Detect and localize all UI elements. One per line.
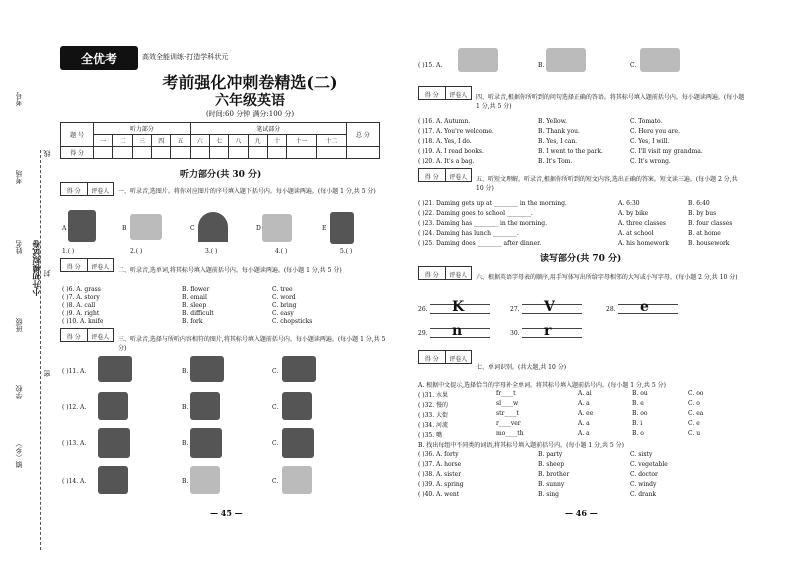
letter-30: r: [544, 323, 552, 339]
s7a-row: ( )35. 嘴: [418, 432, 443, 439]
s7b-opt: C. windy: [630, 481, 657, 488]
s7a-word: str____t: [496, 410, 519, 417]
pic-13c: [282, 428, 314, 458]
s7a-opt: C. ea: [688, 410, 704, 417]
pic-15a: [458, 48, 498, 72]
s7b-row: ( )39. A. spring: [418, 481, 464, 488]
q27-num: 27.: [510, 306, 520, 313]
th-total: 总 分: [346, 123, 379, 147]
label-C: C: [190, 225, 195, 232]
pic-15b: [546, 48, 586, 72]
spine-zhen: 镇（乡）: [15, 440, 23, 468]
s5-row: ( )24. Daming has lunch ________.: [418, 230, 519, 237]
s5-row: ( )21. Daming gets up at ________ in the morning.: [418, 200, 567, 207]
page-subtitle: 六年级英语: [215, 93, 285, 109]
pic-1e: [330, 212, 354, 244]
s7a-opt: A. a: [578, 400, 590, 407]
defen: 得 分: [61, 259, 88, 271]
s2-opt: C. easy: [272, 310, 294, 317]
s2-opt: B. email: [182, 294, 207, 301]
pingjuan: 评卷人: [91, 188, 110, 195]
pic-1d: [262, 214, 292, 242]
pic-14b: [190, 466, 220, 494]
pic-14a: [98, 466, 128, 494]
score-box-5: [418, 168, 472, 182]
letter-box-30[interactable]: [522, 323, 582, 339]
s4-opt: B. Yellow.: [538, 118, 567, 125]
s5-row: ( )22. Daming goes to school ________.: [418, 210, 533, 217]
q12: ( )12. A.: [62, 404, 87, 411]
section-3-instruction: 三、听录音,选择与所听内容相符的图片,将其标号填入题前括号内。每小题读两遍。(每小题 1 分,共 5 分): [118, 336, 386, 352]
b-label: B.: [182, 404, 189, 411]
c-label: C.: [272, 440, 279, 447]
s4-opt: C. It's wrong.: [630, 158, 671, 165]
s5-opt: A. his homework: [618, 240, 669, 247]
spine-vertical-title: 小升初模拟试卷: [31, 240, 41, 296]
s7a-opt: B. e: [632, 400, 644, 407]
pic-14c: [282, 466, 312, 494]
s5-opt: B. at home: [688, 230, 721, 237]
score-box-7: [418, 350, 472, 364]
pingjuan: 评卷人: [449, 174, 468, 181]
pic-11b: [190, 356, 224, 382]
s7a-row: ( )34. 河流: [418, 422, 449, 429]
s7b-row: ( )37. A. horse: [418, 461, 462, 468]
page-number-right: — 46 —: [565, 508, 598, 518]
s7b-row: ( )40. A. went: [418, 491, 460, 498]
s7b-opt: C. sixty: [630, 451, 653, 458]
s7a-opt: B. i: [632, 420, 643, 427]
s5-opt: B. housework: [688, 240, 730, 247]
s2-row: ( )6. A. grass: [62, 286, 101, 293]
num: 三: [132, 135, 151, 147]
pic-12c: [282, 392, 312, 420]
letter-box-29[interactable]: [430, 323, 490, 339]
pingjuan: 评卷人: [449, 272, 468, 279]
score-box-1: [60, 182, 114, 196]
c-label: C.: [272, 404, 279, 411]
s4-row: ( )19. A. I read books.: [418, 148, 484, 155]
s7b-opt: C. drank: [630, 491, 656, 498]
label-D: D: [256, 225, 261, 232]
label-E: E: [322, 225, 327, 232]
s2-row: ( )10. A. knife: [62, 318, 104, 325]
s5-opt: A. at school: [618, 230, 654, 237]
s7a-word: mo____th: [496, 430, 524, 437]
score-row-label: 得 分: [61, 147, 94, 159]
s7a-opt: C. u: [688, 430, 701, 437]
reading-title: 读写部分(共 70 分): [540, 254, 622, 264]
defen: 得 分: [419, 267, 446, 279]
num: 二: [113, 135, 132, 147]
score-box-2: [60, 258, 114, 272]
section-6-instruction: 六、根据英语字母表的顺序,用手写体写出所给字母相邻的大写或小写字母。(每小题 2 分,共 10 分): [476, 274, 738, 281]
num: 十一: [287, 135, 317, 147]
section-5-instruction: 五、听短文理解。听录音,根据你所听到的短文内容,选出正确的答案。短文读三遍。(每小题 2 分,共 10 分): [476, 176, 738, 192]
s7b-opt: B. party: [538, 451, 563, 458]
q14: ( )14. A.: [62, 478, 87, 485]
b-label: B.: [538, 62, 545, 69]
pic-13a: [98, 428, 130, 458]
c-label: C.: [272, 478, 279, 485]
spine-kaochang: 考场: [15, 170, 23, 184]
s5-opt: A. by bike: [618, 210, 649, 217]
spine-banji: 班级: [15, 318, 23, 332]
s5-opt: A. three classes: [618, 220, 666, 227]
s2-opt: B. fork: [182, 318, 203, 325]
spine-xuexiao: 学校: [15, 385, 23, 399]
s7a-opt: C. oo: [688, 390, 704, 397]
s5-opt: B. four classes: [688, 220, 733, 227]
s7b-opt: C. vegetable: [630, 461, 668, 468]
b-label: B.: [182, 440, 189, 447]
s2-row: ( )8. A. call: [62, 302, 96, 309]
letter-29: n: [452, 323, 463, 339]
s4-opt: C. I'll visit my grandma.: [630, 148, 703, 155]
q3: 3.( ): [205, 248, 218, 255]
q30-num: 30.: [510, 330, 520, 337]
q4: 4.( ): [275, 248, 288, 255]
spine-xingming: 姓名: [15, 240, 23, 254]
s5-opt: B. 6:40: [688, 200, 710, 207]
letter-box-28[interactable]: [618, 299, 678, 315]
pic-11a: [98, 356, 132, 382]
section-1-instruction: 一、听录音,选图片。将你对应图片的序号填入题下括号内。每小题读两遍。(每小题 1 分,共 5 分): [118, 188, 376, 195]
th-listening: 听力部分: [94, 123, 190, 135]
s2-row: ( )7. A. story: [62, 294, 100, 301]
num: 四: [152, 135, 171, 147]
s4-row: ( )17. A. You're welcome.: [418, 128, 494, 135]
s7a-word: sl____w: [496, 400, 519, 407]
defen: 得 分: [419, 169, 446, 181]
c-label: C.: [272, 368, 279, 375]
s5-row: ( )25. Daming does ________ after dinner.: [418, 240, 542, 247]
logo: 全优考: [60, 46, 138, 70]
section-7a-instruction: A. 根据中文提示,选择恰当的字母补全单词。将其标号填入题前括号内。(每小题 1 分,共 5 分): [418, 382, 666, 389]
defen: 得 分: [419, 351, 446, 363]
num: 一: [94, 135, 113, 147]
tagline: 高效全能训练·打造学科状元: [142, 53, 229, 61]
defen: 得 分: [61, 183, 88, 195]
letter-26: K: [452, 299, 465, 315]
defen: 得 分: [61, 329, 88, 341]
score-box-4: [418, 86, 472, 100]
s7a-opt: A. ai: [578, 390, 592, 397]
s7a-opt: B. oo: [632, 410, 648, 417]
q29-num: 29.: [418, 330, 428, 337]
score-box-3: [60, 328, 114, 342]
spine-cut-line: 线: [43, 150, 51, 157]
pingjuan: 评卷人: [91, 264, 110, 271]
s2-opt: C. word: [272, 294, 296, 301]
pingjuan: 评卷人: [91, 334, 110, 341]
pingjuan: 评卷人: [449, 92, 468, 99]
b-label: B.: [182, 478, 189, 485]
letter-box-27[interactable]: [522, 299, 582, 315]
s7a-word: fr____t: [496, 390, 516, 397]
page-number-left: — 45 —: [210, 508, 243, 518]
q2: 2.( ): [130, 248, 143, 255]
letter-28: e: [640, 299, 649, 315]
s2-opt: B. sleep: [182, 302, 207, 309]
label-A: A: [62, 225, 67, 232]
q28-num: 28.: [606, 306, 616, 313]
s7a-opt: A. a: [578, 420, 590, 427]
letter-27: V: [544, 299, 555, 315]
page-title: 考前强化冲刺卷精选(二): [162, 73, 338, 92]
s5-opt: B. by bus: [688, 210, 717, 217]
s7a-opt: A. ee: [578, 410, 594, 417]
pic-1a: [68, 210, 96, 242]
s2-row: ( )9. A. right: [62, 310, 100, 317]
s4-opt: B. Thank you.: [538, 128, 580, 135]
s7a-word: r____ver: [496, 420, 521, 427]
num: 七: [209, 135, 228, 147]
num: 九: [248, 135, 267, 147]
s4-opt: C. Yes, I will.: [630, 138, 670, 145]
num: 十二: [316, 135, 346, 147]
s4-opt: B. It's Tom.: [538, 158, 573, 165]
section-7-instruction: 七、单词识别。(共大题,共 10 分): [476, 364, 567, 371]
section-7b-instruction: B. 找出每组中不同类的词语,将其标号填入题前括号内。(每小题 1 分,共 5 分): [418, 442, 624, 449]
s2-opt: C. tree: [272, 286, 293, 293]
s5-row: ( )23. Daming has ________ in the morning.: [418, 220, 547, 227]
s7b-row: ( )36. A. forty: [418, 451, 459, 458]
s4-row: ( )16. A. Autumn.: [418, 118, 471, 125]
defen: 得 分: [419, 87, 446, 99]
letter-box-26[interactable]: [430, 299, 490, 315]
num: 六: [190, 135, 209, 147]
q1: 1.( ): [62, 248, 75, 255]
num: 五: [171, 135, 190, 147]
s7a-opt: C. e: [688, 420, 700, 427]
s2-opt: B. difficult: [182, 310, 214, 317]
s7b-opt: C. doctor: [630, 471, 658, 478]
s2-opt: C. chopsticks: [272, 318, 313, 325]
num: 十: [267, 135, 286, 147]
score-box-6: [418, 266, 472, 280]
s7b-opt: B. sing: [538, 491, 559, 498]
q13: ( )13. A.: [62, 440, 87, 447]
s4-opt: B. Yes, I can.: [538, 138, 578, 145]
th-writing: 笔试部分: [190, 123, 346, 135]
listening-title: 听力部分(共 30 分): [180, 170, 262, 180]
s7a-opt: B. o: [632, 430, 644, 437]
s7a-row: ( )31. 水果: [418, 392, 449, 399]
spine-kaohao: 考号: [15, 92, 23, 106]
pic-15c: [640, 48, 680, 72]
s7b-opt: B. sheep: [538, 461, 565, 468]
c-label: C.: [630, 62, 637, 69]
pic-1c: [198, 212, 228, 242]
num: 八: [229, 135, 248, 147]
s7a-opt: B. ou: [632, 390, 648, 397]
s2-opt: C. bring: [272, 302, 297, 309]
s7a-opt: A. a: [578, 430, 590, 437]
s4-opt: B. I went to the park.: [538, 148, 603, 155]
s4-row: ( )20. A. It's a bag.: [418, 158, 475, 165]
s7a-row: ( )33. 大街: [418, 412, 449, 419]
section-2-instruction: 二、听录音,选单词,将其标号填入题前括号内。每小题读两遍。(每小题 1 分,共 5 分): [118, 267, 342, 274]
q15: ( )15. A.: [418, 62, 443, 69]
pic-1b: [130, 214, 162, 240]
s7b-row: ( )38. A. sister: [418, 471, 462, 478]
s4-opt: C. Tomato.: [630, 118, 663, 125]
b-label: B.: [182, 368, 189, 375]
score-table: [60, 122, 380, 159]
q5: 5.( ): [340, 248, 353, 255]
s2-opt: B. flower: [182, 286, 210, 293]
s4-opt: C. Here you are.: [630, 128, 680, 135]
label-B: B: [122, 225, 127, 232]
section-4-instruction: 四、听录音,根据你所听到的问句选择正确的答语。将其标号填入题前括号内。每小题读两遍。(每小题 1 分,共 5 分): [476, 94, 745, 110]
spine-dashed-line: [40, 150, 41, 550]
spine-cut-seal: 封: [43, 270, 51, 277]
pic-12a: [98, 392, 128, 420]
q26-num: 26.: [418, 306, 428, 313]
pic-13b: [190, 428, 222, 458]
spine-cut-secret: 密: [43, 370, 51, 377]
q11: ( )11. A.: [62, 368, 87, 375]
pic-12b: [190, 392, 220, 420]
s4-row: ( )18. A. Yes, I do.: [418, 138, 472, 145]
pic-11c: [282, 356, 316, 382]
pingjuan: 评卷人: [449, 356, 468, 363]
s5-opt: A. 6:30: [618, 200, 640, 207]
s7b-opt: B. sunny: [538, 481, 565, 488]
th-tihao: 题 号: [61, 123, 94, 147]
time-info: (时间:60 分钟 满分:100 分): [205, 110, 295, 118]
s7a-opt: C. o: [688, 400, 700, 407]
s7a-row: ( )32. 慢的: [418, 402, 449, 409]
s7b-opt: B. brother: [538, 471, 570, 478]
